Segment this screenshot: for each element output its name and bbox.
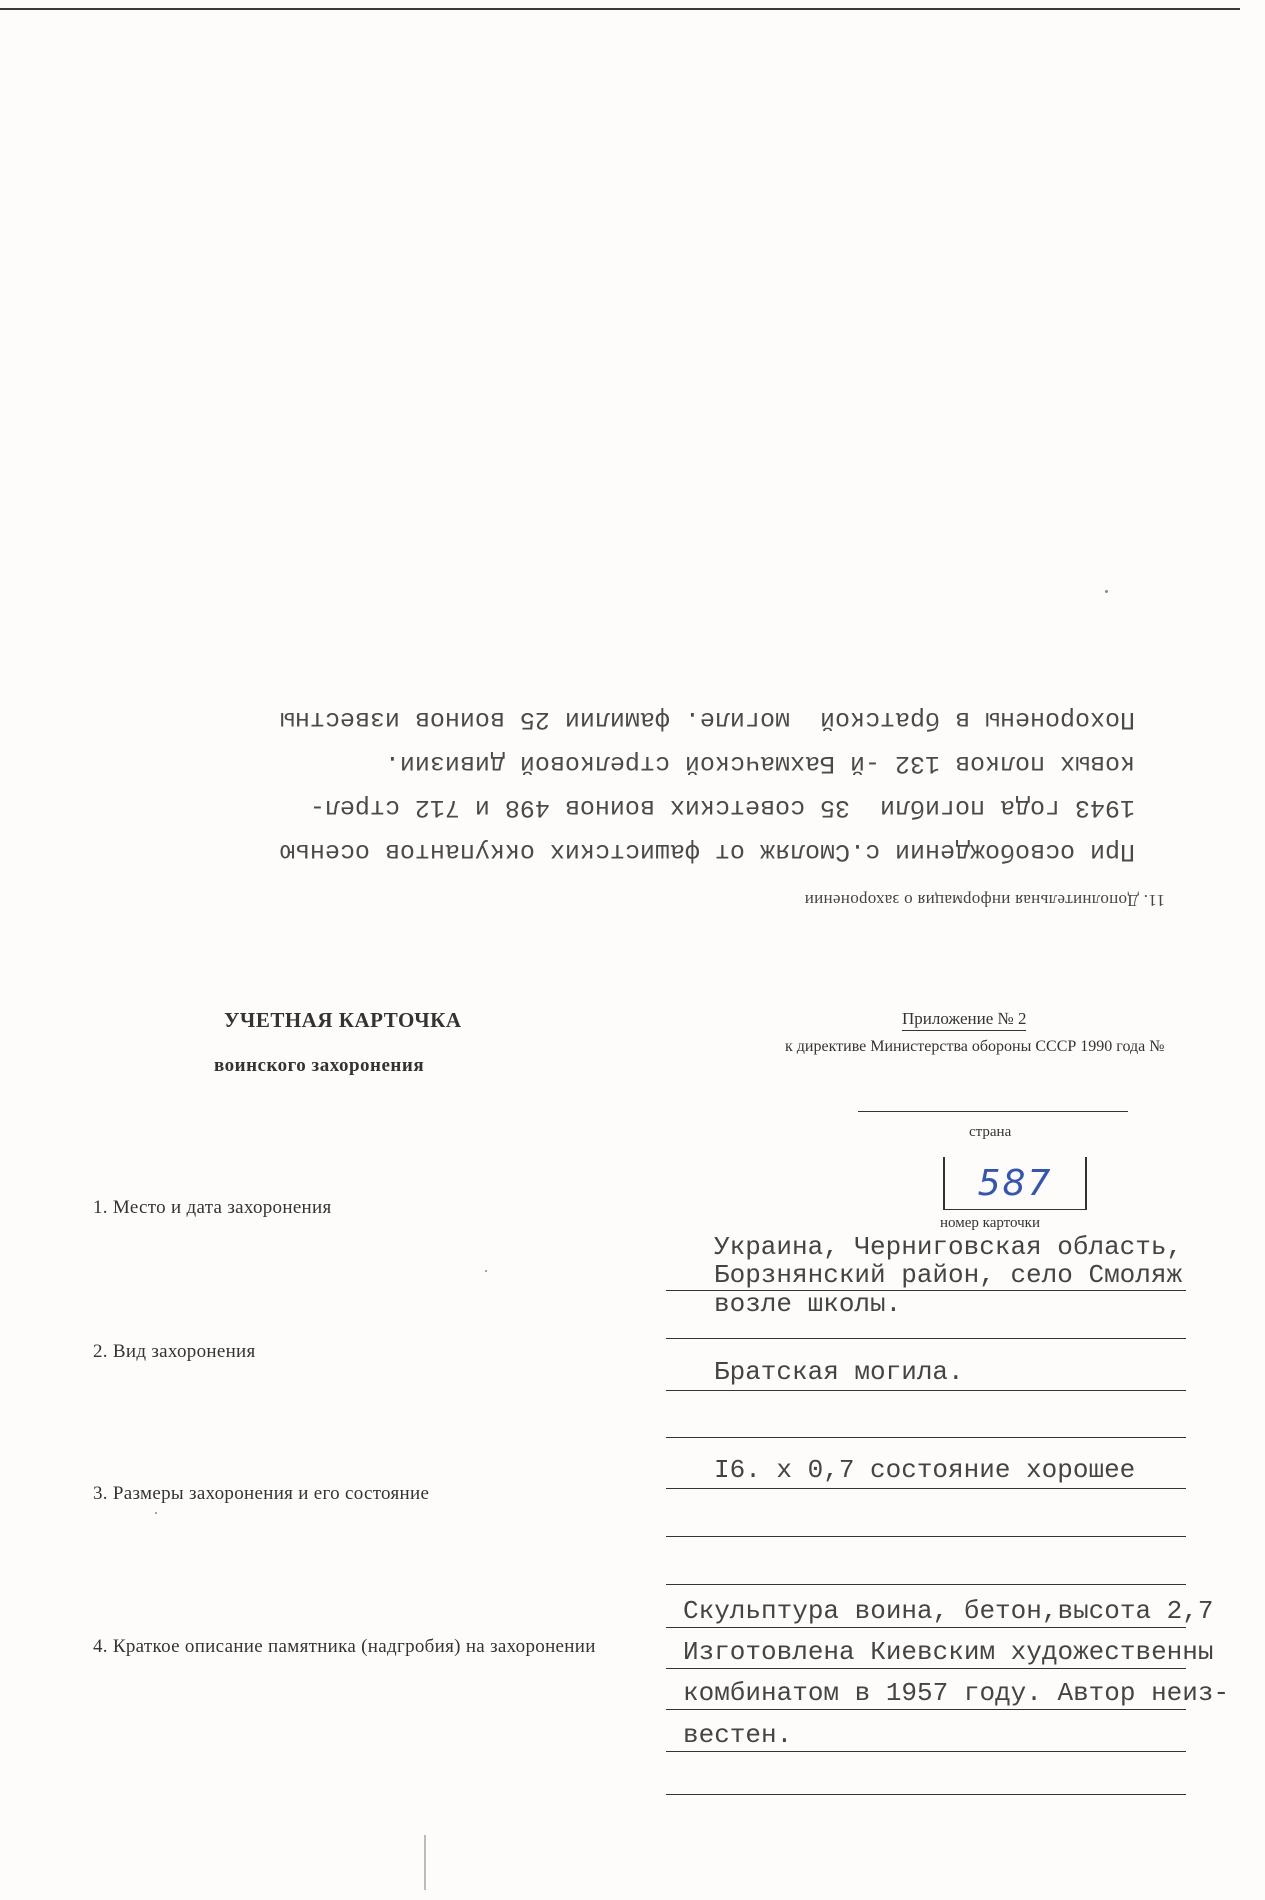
back-side-line-4: Похоронены в братской могиле. фамилии 25 воинов известны <box>279 705 1135 734</box>
country-field-line <box>858 1111 1128 1112</box>
card-title: УЧЕТНАЯ КАРТОЧКА <box>224 1008 462 1032</box>
monument-line-2: Изготовлена Киевским художественны <box>683 1637 1214 1667</box>
appendix-label: Приложение № 2 <box>902 1009 1026 1031</box>
place-rule-1 <box>666 1290 1186 1291</box>
monument-rule-5 <box>666 1794 1186 1795</box>
card-subtitle: воинского захоронения <box>214 1055 425 1076</box>
scan-speck <box>1105 590 1108 593</box>
top-edge-rule <box>0 8 1240 10</box>
type-rule-1 <box>666 1390 1186 1391</box>
place-line-3: возле школы. <box>714 1289 902 1319</box>
place-rule-2 <box>666 1338 1186 1339</box>
scan-speck <box>485 1270 487 1272</box>
card-number: 587 <box>977 1163 1053 1204</box>
back-side-section <box>5 690 1165 910</box>
back-side-heading: 11. Дополнительная информация о захоронении <box>804 891 1165 910</box>
back-side-line-3: ковых полков 132 -й Бахмачской стрелковой дивизии. <box>384 749 1135 778</box>
monument-rule-3 <box>666 1709 1186 1710</box>
scan-speck <box>155 1512 157 1514</box>
monument-line-1: Скульптура воина, бетон,высота 2,7 <box>683 1596 1214 1626</box>
size-rule-2 <box>666 1536 1186 1537</box>
type-value: Братская могила. <box>714 1357 964 1387</box>
back-side-line-1: При освобождении с.Смоляж от фашистских оккупантов осенью <box>279 837 1135 866</box>
card-number-label: номер карточки <box>940 1215 1040 1231</box>
fold-mark <box>424 1835 426 1890</box>
place-label: 1. Место и дата захоронения <box>93 1197 332 1218</box>
size-value: I6. х 0,7 состояние хорошее <box>714 1455 1136 1485</box>
card-number-box <box>943 1157 1087 1210</box>
monument-rule-1 <box>666 1627 1186 1628</box>
place-line-2: Борзнянский район, село Смоляж <box>714 1260 1183 1290</box>
size-rule-3 <box>666 1584 1186 1585</box>
place-line-1: Украина, Черниговская область, <box>714 1232 1183 1262</box>
monument-label: 4. Краткое описание памятника (надгробия) на захоронении <box>93 1636 596 1657</box>
monument-rule-4 <box>666 1751 1186 1752</box>
country-label: страна <box>969 1124 1012 1140</box>
type-label: 2. Вид захоронения <box>93 1341 256 1362</box>
monument-rule-2 <box>666 1668 1186 1669</box>
directive-text: к директиве Министерства обороны СССР 1990 года № <box>785 1038 1165 1055</box>
monument-line-3: комбинатом в 1957 году. Автор неиз- <box>683 1678 1230 1708</box>
type-rule-2 <box>666 1437 1186 1438</box>
back-side-line-2: 1943 года погибли 35 советских воинов 498 и 712 стрел- <box>309 793 1135 822</box>
size-rule-1 <box>666 1488 1186 1489</box>
monument-line-4: вестен. <box>683 1720 793 1750</box>
size-label: 3. Размеры захоронения и его состояние <box>93 1483 430 1504</box>
